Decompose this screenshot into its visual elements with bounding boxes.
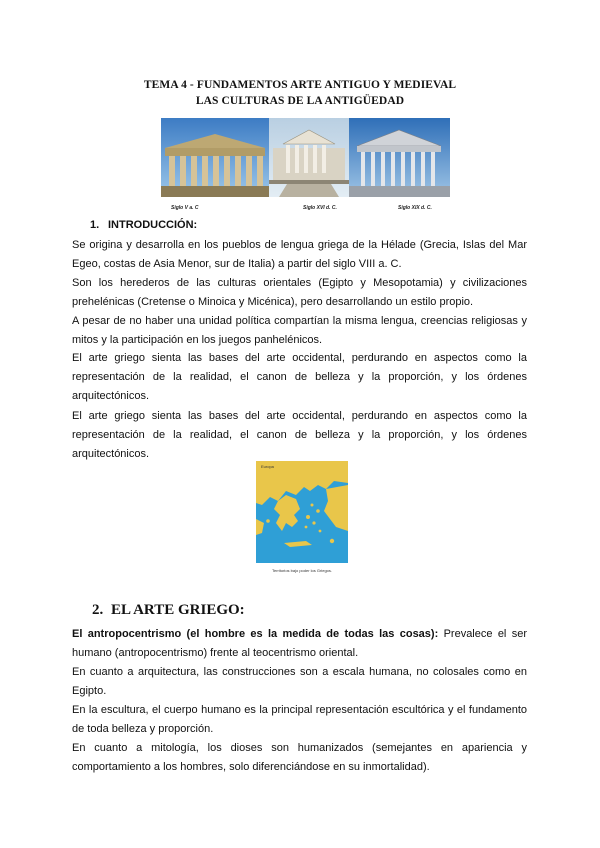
section1-paragraph-1: Se origina y desarrolla en los pueblos de lengua griega de la Hélade (Grecia, Islas del Mar Egeo, costas de Asia Menor, sur de Italia) a partir del siglo VIII a. C. bbox=[72, 239, 527, 270]
map-caption: Territorios bajo poder los Griegos. bbox=[271, 568, 333, 573]
section2-lead bbox=[72, 625, 527, 663]
map-label: Europa bbox=[261, 464, 274, 469]
greece-map bbox=[256, 461, 348, 563]
section1-paragraph-3: A pesar de no haber una unidad política compartían la misma lengua, creencias religiosas y mitos y la participación en los juegos panhelénicos. bbox=[72, 315, 527, 346]
section2-paragraph-1: En cuanto a arquitectura, las construcciones son a escala humana, no colosales como en Egipto. bbox=[72, 666, 527, 697]
document-title: TEMA 4 - FUNDAMENTOS ARTE ANTIGUO Y MEDIEVAL bbox=[143, 79, 457, 91]
section2-heading: EL ARTE GRIEGO: bbox=[111, 602, 245, 618]
banner-caption-2: Siglo XVI d. C. bbox=[303, 205, 337, 211]
banner-caption-1: Siglo V a. C bbox=[171, 205, 199, 211]
banner-caption-3: Siglo XIX d. C. bbox=[398, 205, 432, 211]
section2-number: 2. bbox=[92, 602, 104, 618]
document-subtitle: LAS CULTURAS DE LA ANTIGÜEDAD bbox=[195, 95, 405, 107]
section1-paragraph-2: Son los herederos de las culturas orientales (Egipto y Mesopotamia) y civilizaciones prehelénicas (Cretense o Minoica y Micénica), pero desarrollando un estilo propio. bbox=[72, 277, 527, 308]
section1-paragraph-5: El arte griego sienta las bases del arte occidental, perdurando en aspectos como la representación de la realidad, el canon de belleza y la proporción, y los órdenes arquitectónicos. bbox=[72, 410, 527, 460]
banner-image bbox=[161, 118, 450, 197]
section2-lead-bold: El antropocentrismo (el hombre es la medida de todas las cosas): bbox=[72, 628, 439, 640]
map-image bbox=[256, 461, 348, 563]
temples-illustration bbox=[161, 118, 450, 197]
section1-number: 1. bbox=[90, 219, 100, 231]
section2-paragraph-3: En cuanto a mitología, los dioses son humanizados (semejantes en apariencia y comportamiento a los hombres, solo diferenciándose en su inmortalidad). bbox=[72, 742, 527, 773]
section2-paragraph-2: En la escultura, el cuerpo humano es la principal representación escultórica y el fundamento de toda belleza y proporción. bbox=[72, 704, 527, 735]
section1-paragraph-4: El arte griego sienta las bases del arte occidental, perdurando en aspectos como la representación de la realidad, el canon de belleza y la proporción, y los órdenes arquitectónicos. bbox=[72, 352, 527, 402]
section1-heading: INTRODUCCIÓN: bbox=[108, 219, 198, 231]
section2-lead-rest: Prevalece el ser humano (antropocentrismo) frente al teocentrismo oriental. bbox=[72, 628, 527, 659]
